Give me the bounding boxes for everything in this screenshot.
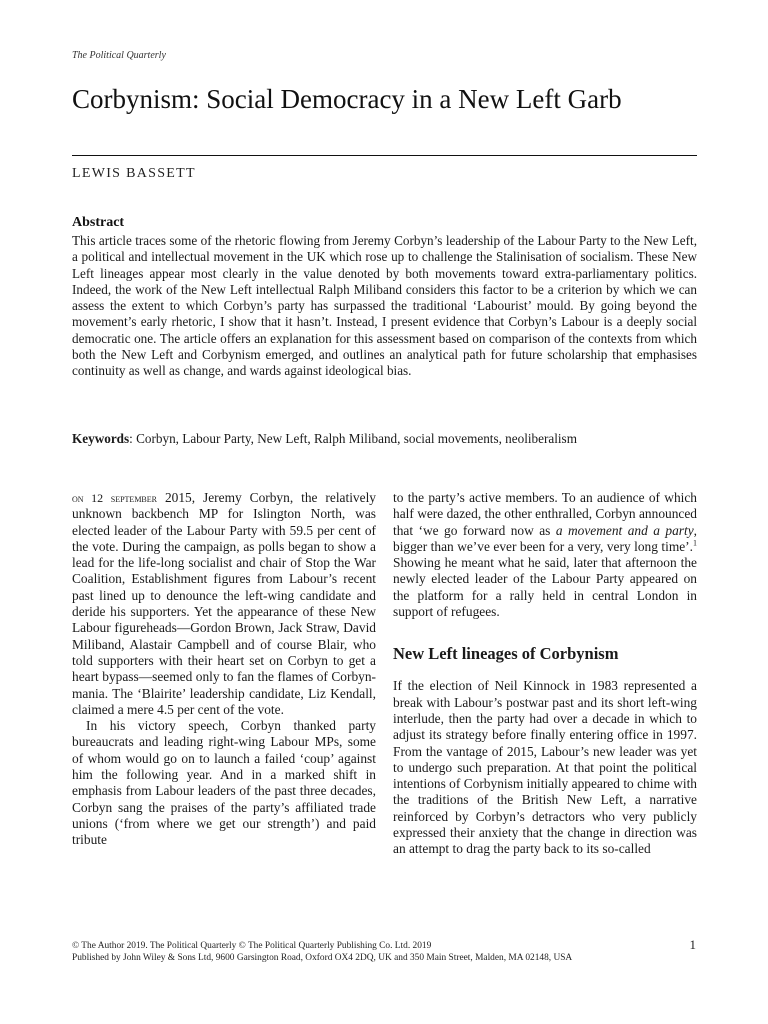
body-paragraph-3-c: Showing he meant what he said, later that afternoon the newly elected leader of the Labour Party appeared on the platform for a rally held in central London in support of refugees. [393,555,697,620]
body-column-right [393,490,697,858]
body-paragraph-3-emphasis: a movement and a party [555,522,694,538]
abstract-text: This article traces some of the rhetoric flowing from Jeremy Corbyn’s leadership of the Labour Party to the New Left, a political and intellectual movement in the UK which rose up to challenge the Stalinisation of socialism. These New Left lineages appear most clearly in the value denoted by both movements toward extra-parliamentary politics. Indeed, the work of the New Left intellectual Ralph Miliband considers this factor to be a criterion by which we can assess the extent to which Corbyn’s party has surpassed the traditional ‘Labourist’ mould. By going beyond the movement’s early rhetoric, I show that it hasn’t. Instead, I present evidence that Corbyn’s Labour is a deeply social democratic one. The article offers an explanation for this assessment based on comparison of the contexts from which both the New Left and Corbynism emerged, and outlines an analytical path for future scholarship that emphasises continuity as well as change, and wards against ideological bias. [72,233,697,379]
body-paragraph-1-text: 2015, Jeremy Corbyn, the relatively unknown backbench MP for Islington North, was elected leader of the Labour Party with 59.5 per cent of the vote. During the campaign, as polls began to show a lead for the life-long socialist and chair of Stop the War Coalition, Establishment figures from Labour’s recent past lined up to denounce the left-wing candidate and deride his supporters. Yet the appearance of these New Labour figureheads—Gordon Brown, Jack Straw, David Miliband, Alastair Campbell and of course Blair, who told supporters with their heart set on Corbyn to get a heart bypass—seemed only to fan the flames of Corbyn-mania. The ‘Blairite’ leadership candidate, Liz Kendall, claimed a mere 4.5 per cent of the vote. [72,490,376,717]
body-column-left [72,490,376,849]
abstract-heading: Abstract [72,215,125,230]
body-paragraph-3 [393,490,697,620]
keywords-list: : Corbyn, Labour Party, New Left, Ralph Miliband, social movements, neoliberalism [129,431,577,446]
publisher-line: Published by John Wiley & Sons Ltd, 9600 Garsington Road, Oxford OX4 2DQ, UK and 350 Main Street, Malden, MA 02148, USA [72,953,573,963]
footnote-marker-1[interactable]: 1 [693,538,697,548]
keywords-label: Keywords [72,431,130,446]
page-footer [72,940,697,964]
copyright-line: © The Author 2019. The Political Quarterly © The Political Quarterly Publishing Co. Ltd. 2019 [72,941,432,951]
body-paragraph-4: If the election of Neil Kinnock in 1983 represented a break with Labour’s postwar past and its short left-wing interlude, then the party had over a decade in which to adjust its strategy before finally entering office in 1997. From the vantage of 2015, Labour’s new leader was yet to undergo such preparation. At that point the political intentions of Corbynism initially appeared to chime with the traditions of the British New Left, a narrative reinforced by Corbyn’s detractors who very publicly expressed their anxiety that the change in direction was an attempt to drag the party back to its so-called [393,678,697,857]
body-paragraph-1 [72,490,376,718]
section-heading: New Left lineages of Corbynism [393,644,619,664]
journal-name: The Political Quarterly [72,50,166,61]
title-divider [72,155,697,156]
body-paragraph-2: In his victory speech, Corbyn thanked party bureaucrats and leading right-wing Labour MPs, some of whom would go on to launch a failed ‘coup’ against him the following year. And in a marked shift in emphasis from Labour leaders of the past three decades, Corbyn sang the praises of the party’s affiliated trade unions (‘from where we get our strength’) and paid tribute [72,718,376,848]
body-paragraph-3-b: , bigger than we’ve ever been for a very, very long time’. [393,522,697,554]
author-name: LEWIS BASSETT [72,166,196,181]
article-title: Corbynism: Social Democracy in a New Left Garb [72,84,622,114]
keywords-line [72,431,712,447]
opening-small-caps: on 12 september [72,491,157,505]
body-paragraph-3-a: to the party’s active members. To an audience of which half were dazed, the other enthralled, Corbyn announced that ‘we go forward now as [393,490,697,538]
page-number: 1 [689,937,696,952]
